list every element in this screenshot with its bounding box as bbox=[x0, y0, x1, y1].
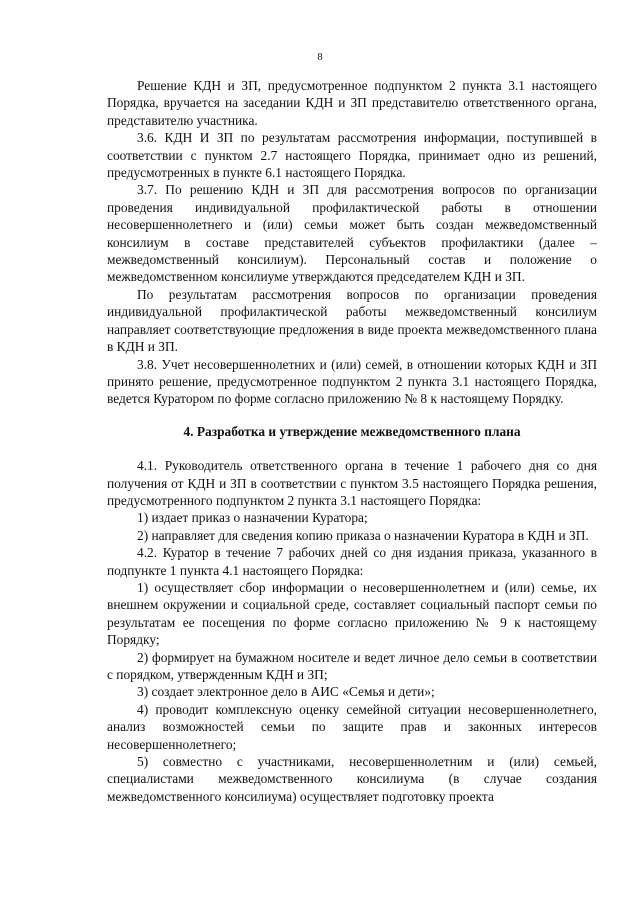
list-item-4-2-2: 2) формирует на бумажном носителе и ведет личное дело семьи в соответствии с порядком, утвержденным КДН и ЗП; bbox=[107, 649, 597, 682]
paragraph-3-8: 3.8. Учет несовершеннолетних и (или) семей, в отношении которых КДН и ЗП принято решение, предусмотренное подпунктом 2 пункта 3.1 настоящего Порядка, ведется Куратором по форме согласно приложению № 8 к настоящему Порядку. bbox=[107, 356, 597, 407]
list-item-4-2-3: 3) создает электронное дело в АИС «Семья и дети»; bbox=[137, 684, 435, 700]
paragraph-3-7: 3.7. По решению КДН и ЗП для рассмотрения вопросов по организации проведения индивидуальной профилактической работы в отношении несовершеннолетнего и (или) семьи может быть создан межведомственный консилиум в составе представителей субъектов профилактики (далее – межведомственный консилиум). Персональный состав и положение о межведомственном консилиуме утверждаются председателем КДН и ЗП. bbox=[107, 182, 597, 285]
section-heading: 4. Разработка и утверждение межведомственного плана bbox=[183, 423, 521, 439]
list-item-4-1-1: 1) издает приказ о назначении Куратора; bbox=[137, 510, 368, 526]
paragraph-4-1: 4.1. Руководитель ответственного органа в течение 1 рабочего дня со дня получения от КДН и ЗП в соответствии с пунктом 3.5 настоящего Порядка решения, предусмотренного подпунктом 2 пункта 3.1 настоящего Порядка: bbox=[107, 458, 597, 508]
list-item-4-1-2: 2) направляет для сведения копию приказа о назначении Куратора в КДН и ЗП. bbox=[137, 527, 589, 543]
list-item-4-2-5: 5) совместно с участниками, несовершеннолетним и (или) семьей, специалистами межведомственного консилиума (в случае создания межведомственного консилиума) осуществляет подготовку проекта bbox=[107, 754, 597, 804]
paragraph-3-6: 3.6. КДН И ЗП по результатам рассмотрения информации, поступившей в соответствии с пунктом 2.7 настоящего Порядка, принимает одно из решений, предусмотренных в пункте 6.1 настоящего Порядка. bbox=[107, 130, 597, 181]
page-number: 8 bbox=[317, 52, 323, 63]
paragraph-decision-delivery: Решение КДН и ЗП, предусмотренное подпунктом 2 пункта 3.1 настоящего Порядка, вручается на заседании КДН и ЗП представителю ответственного органа, представителю участника. bbox=[107, 78, 597, 128]
paragraph-4-2: 4.2. Куратор в течение 7 рабочих дней со дня издания приказа, указанного в подпункте 1 пункта 4.1 настоящего Порядка: bbox=[107, 545, 597, 578]
list-item-4-2-4: 4) проводит комплексную оценку семейной ситуации несовершеннолетнего, анализ возможностей семьи по защите прав и законных интересов несовершеннолетнего; bbox=[107, 701, 597, 752]
document-body bbox=[107, 77, 597, 805]
paragraph-consilium-proposals: По результатам рассмотрения вопросов по организации проведения индивидуальной профилактической работы межведомственный консилиум направляет соответствующие предложения в виде проекта межведомственного плана в КДН и ЗП. bbox=[107, 286, 597, 355]
list-item-4-2-1: 1) осуществляет сбор информации о несовершеннолетнем и (или) семье, их внешнем окружении и социальной среде, составляет социальный паспорт семьи по результатам ее посещения по форме согласно приложению № 9 к настоящему Порядку; bbox=[107, 579, 597, 648]
